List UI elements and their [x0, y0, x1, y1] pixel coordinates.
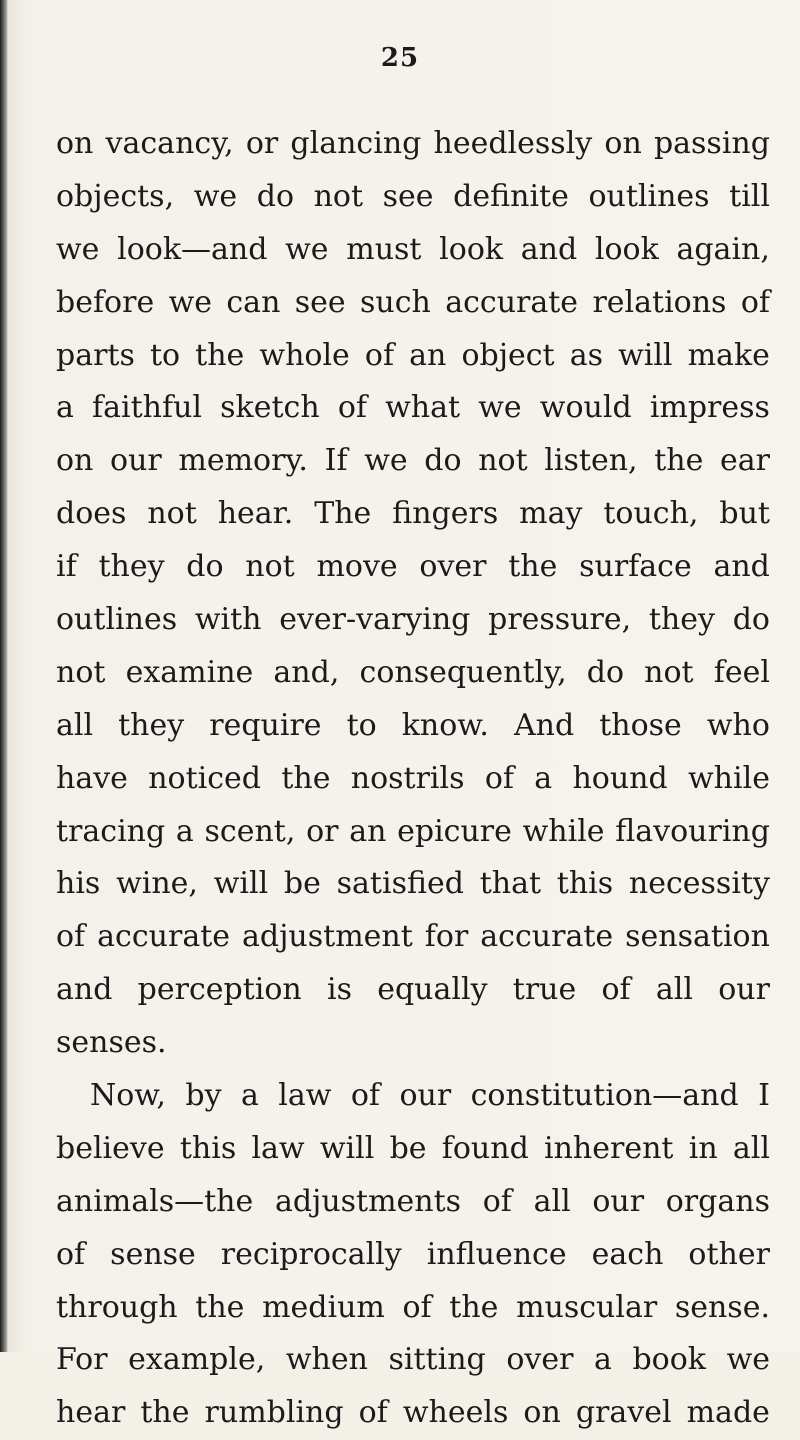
word: look [439, 231, 504, 267]
binding-edge [0, 0, 8, 1352]
text-line [56, 911, 770, 964]
text-line [56, 541, 770, 594]
word: memory. [178, 443, 308, 479]
word: inherent [544, 1130, 674, 1166]
word: be [389, 1130, 427, 1166]
text-line [56, 1334, 770, 1387]
word: listen, [544, 443, 638, 479]
text-line [56, 435, 770, 488]
word: not [56, 654, 106, 690]
word: the [195, 1289, 245, 1325]
word: law [278, 1078, 332, 1114]
word: we [364, 443, 408, 479]
word: that [479, 866, 542, 902]
word: not [313, 178, 364, 214]
word: sense. [674, 1289, 770, 1325]
word: definite [453, 178, 569, 214]
word: in [688, 1130, 718, 1166]
word: touch, [603, 496, 699, 532]
word: can [226, 284, 281, 320]
word: of [482, 1183, 512, 1219]
text-line [56, 964, 770, 1017]
word: or [245, 126, 279, 161]
word: glancing [290, 126, 422, 161]
word: surface [579, 549, 692, 585]
word: wheels [402, 1395, 509, 1431]
word: adjustment [242, 919, 413, 955]
word: fingers [392, 496, 499, 532]
word: not [644, 654, 694, 690]
word: they [98, 549, 165, 585]
word: made [686, 1395, 770, 1431]
word: equally [377, 972, 488, 1008]
word: do [586, 654, 625, 690]
word: they [118, 707, 185, 743]
word: influence [426, 1236, 567, 1272]
word: through [56, 1289, 178, 1325]
text-line [56, 118, 770, 171]
text-line [56, 382, 770, 435]
word: our [110, 443, 162, 479]
word: till [729, 178, 770, 214]
text-line [56, 1176, 770, 1229]
word: they [648, 602, 715, 638]
word: ear [719, 443, 770, 479]
word: And [513, 707, 575, 743]
word: if [56, 549, 77, 585]
text-line [56, 224, 770, 277]
word: on [56, 443, 94, 479]
word: the [508, 549, 558, 585]
word: relations [592, 284, 727, 320]
body-text [56, 118, 770, 1440]
word: of [56, 1236, 86, 1272]
word: we [285, 231, 329, 267]
word: for [424, 919, 469, 955]
word: before [56, 284, 155, 320]
word: other [688, 1236, 770, 1272]
word: we [726, 1342, 770, 1378]
word: organs [665, 1183, 770, 1219]
word: true [512, 972, 577, 1008]
word: all [732, 1130, 770, 1166]
word: of [364, 337, 395, 373]
word: sketch [220, 390, 320, 426]
word: we [56, 231, 100, 267]
word: whole [259, 337, 350, 373]
word: would [539, 390, 632, 426]
text-line [56, 806, 770, 859]
page-number: 25 [380, 43, 420, 73]
word: perception [137, 972, 302, 1008]
text-line [56, 1387, 770, 1440]
word: sensation [625, 919, 770, 955]
word: of [56, 919, 86, 955]
word: gravel [575, 1395, 672, 1431]
word: accurate [445, 284, 579, 320]
word: what [385, 390, 461, 426]
word: accurate [480, 919, 614, 955]
word: found [441, 1130, 529, 1166]
word: of [358, 1395, 388, 1431]
text-line [56, 858, 770, 911]
word: pressure, [488, 602, 632, 638]
word: while [522, 813, 605, 849]
text-line [56, 488, 770, 541]
word: For [56, 1342, 108, 1378]
word: muscular [516, 1289, 658, 1325]
word: and [56, 972, 113, 1008]
word: on [523, 1395, 561, 1431]
word: over [419, 549, 487, 585]
word: with [194, 602, 262, 638]
word: while [688, 760, 770, 796]
text-line [56, 1282, 770, 1335]
word: on [56, 126, 94, 161]
word: epicure [397, 813, 512, 849]
word: heedlessly [433, 126, 593, 161]
word: this [556, 866, 614, 902]
word: accurate [97, 919, 231, 955]
word: see [294, 284, 346, 320]
word: hear [56, 1395, 126, 1431]
word: on [604, 126, 642, 161]
word: his [56, 866, 101, 902]
word: look [594, 231, 659, 267]
word: to [149, 337, 181, 373]
word: an [349, 813, 387, 849]
word: scent, [204, 813, 296, 849]
word: medium [262, 1289, 385, 1325]
word: not [245, 549, 295, 585]
word: will [319, 1130, 375, 1166]
word: again, [676, 231, 770, 267]
word: does [56, 496, 127, 532]
word: tracing [56, 813, 166, 849]
word: hear. [217, 496, 294, 532]
word: the [449, 1289, 499, 1325]
word: have [56, 760, 128, 796]
word: objects, [56, 178, 175, 214]
text-line [56, 330, 770, 383]
text-line [56, 647, 770, 700]
word: of [601, 972, 631, 1008]
word: all [56, 707, 94, 743]
word: and [713, 549, 770, 585]
word: believe [56, 1130, 165, 1166]
word: example, [128, 1342, 266, 1378]
word: nostrils [350, 760, 465, 796]
word: but [719, 496, 770, 532]
text-line [56, 277, 770, 330]
word: our [592, 1183, 645, 1219]
word: an [409, 337, 447, 373]
word: we [478, 390, 522, 426]
word: senses. [56, 1025, 167, 1061]
word: a [534, 760, 553, 796]
word: to [346, 707, 377, 743]
word: of [337, 390, 367, 426]
word: do [186, 549, 224, 585]
word: make [687, 337, 770, 373]
word: will [213, 866, 269, 902]
word: of [484, 760, 514, 796]
word: each [591, 1236, 664, 1272]
word: the [140, 1395, 190, 1431]
word: a [175, 813, 194, 849]
text-line [56, 171, 770, 224]
word: If [324, 443, 348, 479]
word: who [706, 707, 770, 743]
word: faithful [92, 390, 203, 426]
word: this [179, 1130, 237, 1166]
word: when [285, 1342, 368, 1378]
word: of [350, 1078, 381, 1114]
text-line [56, 753, 770, 806]
word: our [399, 1078, 452, 1114]
word: law [251, 1130, 305, 1166]
word: a [594, 1342, 612, 1378]
word: sense [110, 1236, 196, 1272]
word: The [314, 496, 372, 532]
word: constitution—and [470, 1078, 739, 1114]
word: our [718, 972, 770, 1008]
word: be [283, 866, 321, 902]
word: the [654, 443, 704, 479]
word: object [461, 337, 555, 373]
word: will [618, 337, 673, 373]
word: over [506, 1342, 574, 1378]
text-line [56, 700, 770, 753]
word: reciprocally [220, 1236, 402, 1272]
word: parts [56, 337, 135, 373]
word: must [346, 231, 422, 267]
word: vacancy, [105, 126, 234, 161]
word: ever-varying [279, 602, 471, 638]
word: look—and [117, 231, 268, 267]
word: those [599, 707, 682, 743]
word: wine, [116, 866, 198, 902]
word: all [533, 1183, 571, 1219]
word: I [758, 1078, 770, 1114]
word: may [519, 496, 583, 532]
word: animals—the [56, 1183, 254, 1219]
word: a [56, 390, 74, 426]
word: and, [273, 654, 340, 690]
word: examine [125, 654, 254, 690]
word: do [732, 602, 770, 638]
word: of [740, 284, 770, 320]
word: not [478, 443, 528, 479]
word: not [147, 496, 197, 532]
word: hound [572, 760, 668, 796]
word: outlines [588, 178, 710, 214]
word: Now, [90, 1078, 166, 1114]
word: as [569, 337, 603, 373]
word: necessity [628, 866, 770, 902]
word: the [195, 337, 245, 373]
word: feel [713, 654, 770, 690]
word: do [256, 178, 295, 214]
text-line [56, 1229, 770, 1282]
text-line [56, 594, 770, 647]
word: impress [649, 390, 770, 426]
word: require [209, 707, 322, 743]
word: such [360, 284, 431, 320]
word: we [193, 178, 238, 214]
word: is [326, 972, 352, 1008]
word: rumbling [204, 1395, 344, 1431]
word: consequently, [359, 654, 567, 690]
word: flavouring [615, 813, 770, 849]
word: sitting [388, 1342, 486, 1378]
word: of [402, 1289, 432, 1325]
word: outlines [56, 602, 178, 638]
text-line [56, 1123, 770, 1176]
word: know. [401, 707, 489, 743]
word: we [168, 284, 213, 320]
text-line [56, 1070, 770, 1123]
word: do [424, 443, 462, 479]
word: and [520, 231, 578, 267]
word: move [316, 549, 398, 585]
word: passing [653, 126, 770, 161]
word: satisfied [336, 866, 464, 902]
word: by [185, 1078, 222, 1114]
word: all [655, 972, 693, 1008]
word: adjustments [274, 1183, 462, 1219]
word: or [306, 813, 339, 849]
word: a [240, 1078, 259, 1114]
word: book [632, 1342, 706, 1378]
word: the [281, 760, 331, 796]
text-line [56, 1017, 770, 1070]
word: noticed [148, 760, 262, 796]
word: see [382, 178, 434, 214]
